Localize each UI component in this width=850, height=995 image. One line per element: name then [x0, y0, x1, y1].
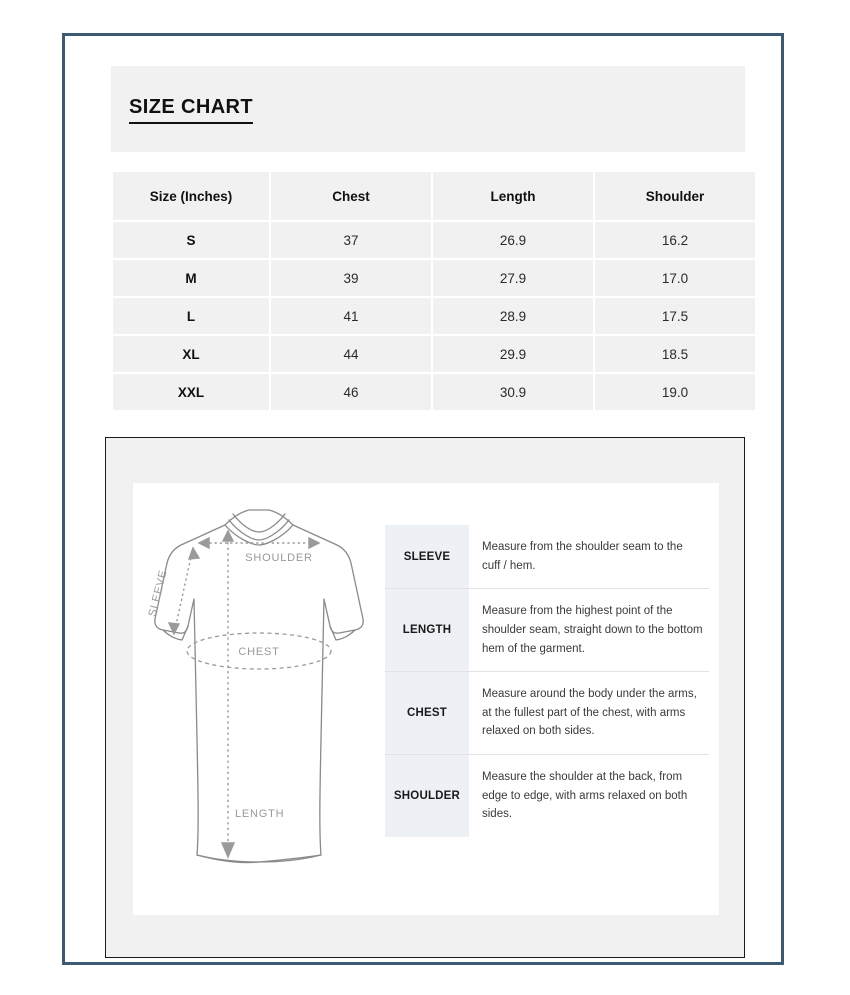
cell-shoulder: 17.0 — [595, 260, 755, 296]
guide-label-sleeve: SLEEVE — [385, 525, 469, 589]
guide-description-shoulder: Measure the shoulder at the back, from edge to edge, with arms relaxed on both sides. — [469, 755, 709, 837]
cell-chest: 41 — [271, 298, 431, 334]
cell-size: XXL — [113, 374, 269, 410]
cell-chest: 44 — [271, 336, 431, 372]
diagram-label-chest: CHEST — [238, 646, 280, 658]
table-row — [113, 336, 755, 372]
guide-row-chest — [385, 672, 709, 755]
guide-row-sleeve — [385, 525, 709, 589]
cell-length: 28.9 — [433, 298, 593, 334]
cell-chest: 46 — [271, 374, 431, 410]
column-header-length: Length — [433, 172, 593, 220]
table-header-row — [113, 172, 755, 220]
diagram-label-length: LENGTH — [235, 808, 285, 820]
cell-shoulder: 19.0 — [595, 374, 755, 410]
tshirt-diagram — [141, 499, 377, 899]
column-header-size: Size (Inches) — [113, 172, 269, 220]
cell-chest: 39 — [271, 260, 431, 296]
cell-length: 30.9 — [433, 374, 593, 410]
measurement-definitions-table — [385, 525, 709, 837]
guide-inner-area — [133, 483, 719, 915]
title-block — [111, 66, 745, 152]
guide-description-sleeve: Measure from the shoulder seam to the cuff / hem. — [469, 525, 709, 589]
guide-description-chest: Measure around the body under the arms, at the fullest part of the chest, with arms relaxed on both sides. — [469, 672, 709, 755]
guide-label-shoulder: SHOULDER — [385, 755, 469, 837]
table-row — [113, 260, 755, 296]
cell-shoulder: 17.5 — [595, 298, 755, 334]
column-header-chest: Chest — [271, 172, 431, 220]
guide-label-chest: CHEST — [385, 672, 469, 755]
cell-size: M — [113, 260, 269, 296]
size-chart-table — [111, 170, 757, 412]
cell-shoulder: 18.5 — [595, 336, 755, 372]
cell-size: L — [113, 298, 269, 334]
cell-shoulder: 16.2 — [595, 222, 755, 258]
page-frame — [62, 33, 784, 965]
diagram-label-sleeve: SLEEVE — [146, 568, 170, 618]
cell-size: XL — [113, 336, 269, 372]
guide-description-length: Measure from the highest point of the shoulder seam, straight down to the bottom hem of the garment. — [469, 589, 709, 672]
guide-row-length — [385, 589, 709, 672]
cell-length: 29.9 — [433, 336, 593, 372]
cell-size: S — [113, 222, 269, 258]
table-row — [113, 374, 755, 410]
guide-label-length: LENGTH — [385, 589, 469, 672]
table-row — [113, 298, 755, 334]
cell-chest: 37 — [271, 222, 431, 258]
column-header-shoulder: Shoulder — [595, 172, 755, 220]
guide-row-shoulder — [385, 755, 709, 837]
measurement-guide-panel — [105, 437, 745, 958]
table-row — [113, 222, 755, 258]
diagram-label-shoulder: SHOULDER — [245, 552, 313, 564]
page-title: SIZE CHART — [129, 95, 253, 124]
cell-length: 27.9 — [433, 260, 593, 296]
cell-length: 26.9 — [433, 222, 593, 258]
